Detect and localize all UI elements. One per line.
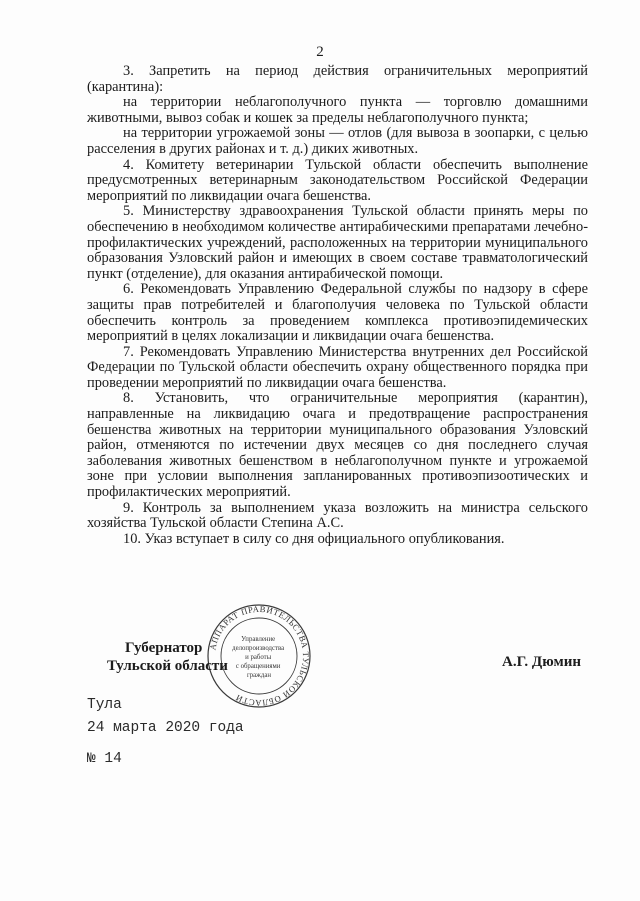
decree-number: № 14 xyxy=(87,751,122,767)
signatory-title: Губернатор xyxy=(125,640,203,656)
stamp-line: Управление xyxy=(241,636,276,643)
stamp-ring-text: АППАРАТ ПРАВИТЕЛЬСТВА ТУЛЬСКОЙ ОБЛАСТИ xyxy=(207,603,312,709)
paragraph-3-item-1: на территории неблагополучного пункта — торговлю домашними животными, вывоз собак и кошек за пределы неблагополучного пункта; xyxy=(87,94,588,126)
stamp-line: и работы xyxy=(245,654,272,661)
paragraph-6: 6. Рекомендовать Управлению Федеральной службы по надзору в сфере защиты прав потребителей и благополучия человека по Тульской области обеспечить контроль за проведением комплекса противоэпидемических мероприятий в целях локализации и ликвидации очага бешенства. xyxy=(87,281,588,345)
issue-date: 24 марта 2020 года xyxy=(87,720,244,736)
paragraph-9: 9. Контроль за выполнением указа возложить на министра сельского хозяйства Тульской области Степина А.С. xyxy=(87,499,588,532)
paragraph-4: 4. Комитету ветеринарии Тульской области обеспечить выполнение предусмотренных ветеринарным законодательством Российской Федерации мероприятий по ликвидации очага бешенства. xyxy=(87,156,588,204)
svg-text:Управление делопроизводс xyxy=(232,636,286,679)
stamp-line: делопроизводства xyxy=(232,645,285,652)
signatory-name: А.Г. Дюмин xyxy=(502,654,582,670)
paragraph-8: 8. Установить, что ограничительные мероприятия (карантин), направленные на ликвидацию очага и предотвращение распространения бешенства животных на территории муниципального образования Узловский район, отменяются по истечении двух месяцев со дня последнего случая заболевания животных бешенством в неблагополучном пункте и угрожаемой зоне при условии выполнения запланированных противоэпизоотических и профилактических мероприятий. xyxy=(87,390,588,501)
stamp-line: граждан xyxy=(246,672,272,679)
paragraph-3-item-2: на территории угрожаемой зоны — отлов (для вывоза в зоопарки, с целью расселения в других районах и т. д.) диких животных. xyxy=(87,125,588,157)
stamp-line: с обращениями xyxy=(235,663,281,670)
decree-body xyxy=(87,64,588,547)
paragraph-5: 5. Министерству здравоохранения Тульской области принять меры по обеспечению в необходимом количестве антирабическими препаратами лечебно-профилактических учреждений, расположенных на территории муниципального образования Узловский район и имеющих в своем составе травматологический пункт (отделение), для оказания антирабической помощи. xyxy=(87,203,588,282)
issue-city: Тула xyxy=(87,697,122,713)
paragraph-3: 3. Запретить на период действия ограничительных мероприятий (карантина): xyxy=(87,63,588,95)
page-number: 2 xyxy=(316,44,324,60)
paragraph-10: 10. Указ вступает в силу со дня официального опубликования. xyxy=(123,530,505,547)
paragraph-7: 7. Рекомендовать Управлению Министерства внутренних дел Российской Федерации по Тульской области обеспечить охрану общественного порядка при проведении мероприятий по ликвидации очага бешенства. xyxy=(87,343,588,391)
signatory-region: Тульской области xyxy=(107,658,228,674)
official-stamp xyxy=(206,603,312,709)
